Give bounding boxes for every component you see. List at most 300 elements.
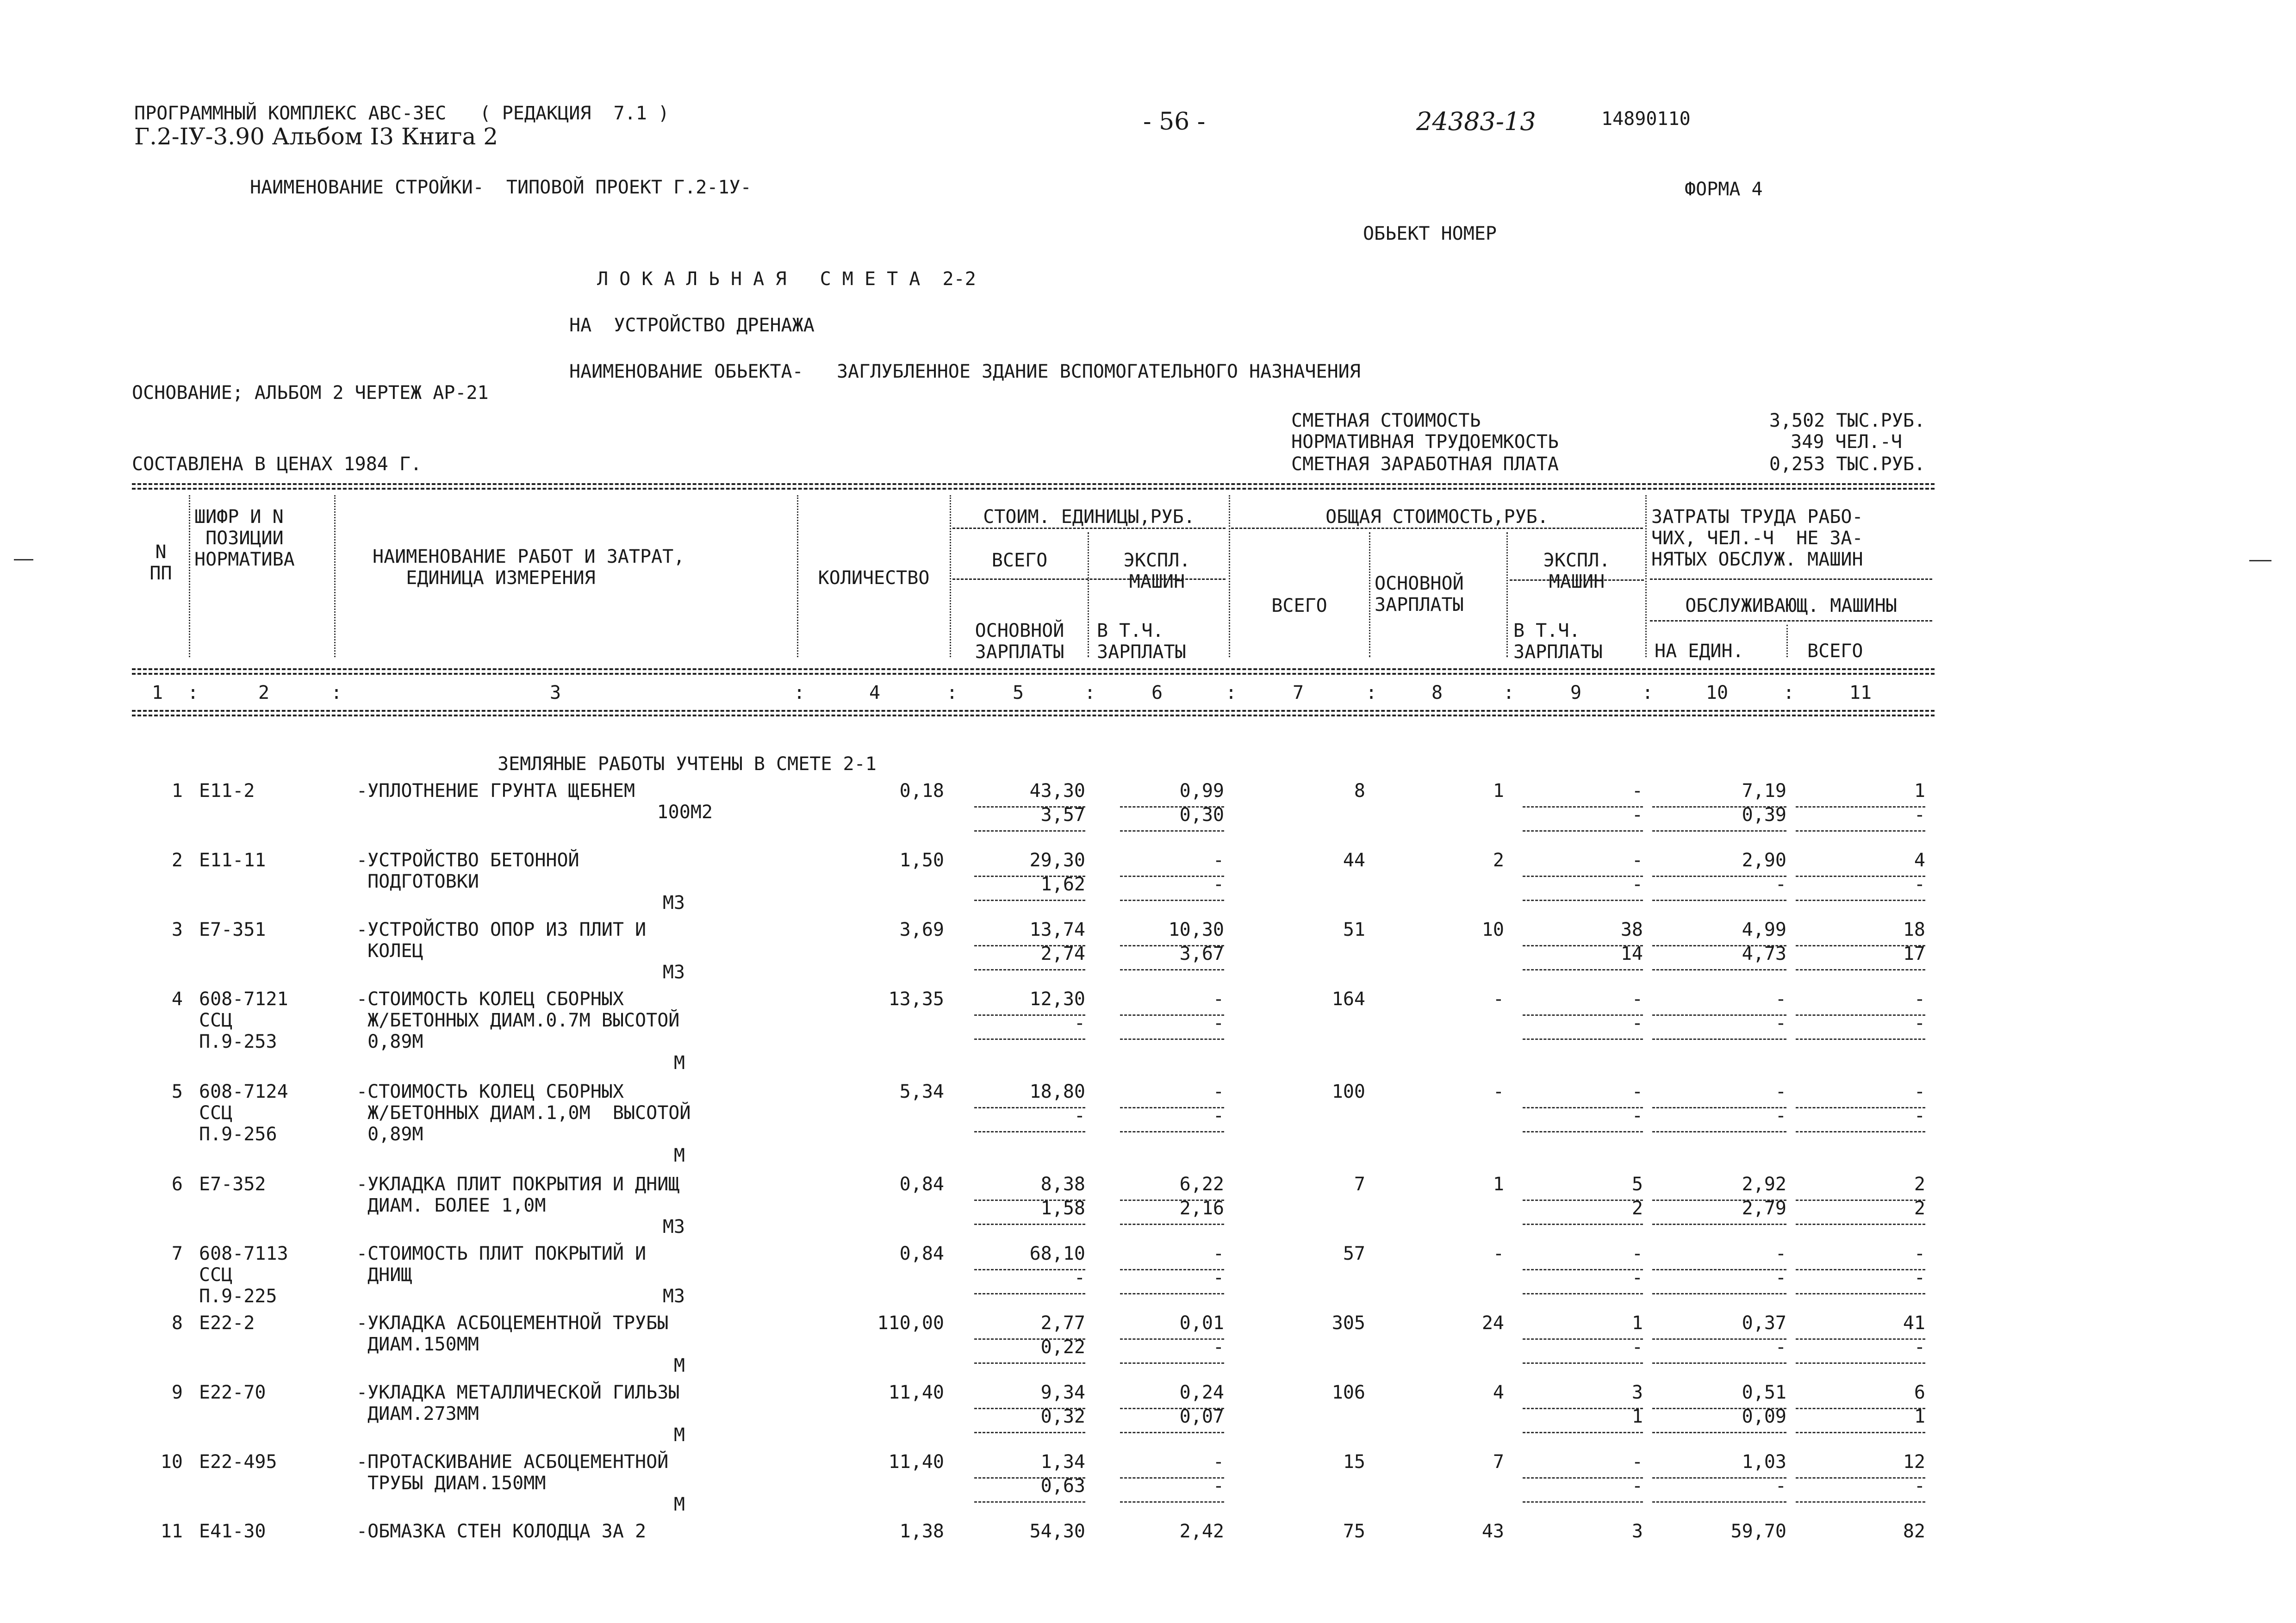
cell-underline (1652, 1501, 1786, 1503)
row-sub-c9: - (1631, 1475, 1643, 1497)
row-c7: 44 (1343, 850, 1365, 871)
row-c7: 305 (1332, 1312, 1365, 1334)
row-number: 10 (160, 1451, 183, 1473)
col-8-header: ОСНОВНОЙ ЗАРПЛАТЫ (1375, 573, 1464, 616)
cell-underline (1796, 830, 1925, 832)
row-name: -УКЛАДКА ПЛИТ ПОКРЫТИЯ И ДНИЩ ДИАМ. БОЛЕЕ 1,0М (356, 1174, 680, 1216)
table-top-rule-2 (132, 488, 1935, 490)
row-unit: М3 (662, 1216, 685, 1237)
row-c9: - (1631, 1451, 1643, 1473)
cell-underline (1796, 1432, 1925, 1433)
col-unit-cost-header: СТОИМ. ЕДИНИЦЫ,РУБ. (983, 506, 1195, 528)
row-unit: М3 (662, 1286, 685, 1307)
row-c5: 1,34 (1040, 1451, 1085, 1473)
album-reference: Г.2-IУ-3.90 Альбом I3 Книга 2 (134, 123, 498, 150)
row-c7: 7 (1354, 1174, 1365, 1195)
row-sub-c6: - (1213, 1475, 1224, 1497)
row-c9: - (1631, 780, 1643, 802)
row-c7: 164 (1332, 989, 1365, 1010)
row-name: -УСТРОЙСТВО ОПОР ИЗ ПЛИТ И КОЛЕЦ (356, 919, 647, 962)
cell-underline (1652, 969, 1786, 970)
numbers-bottom-rule-2 (132, 715, 1935, 716)
col-sep (1229, 495, 1230, 657)
cell-underline (1523, 1501, 1643, 1503)
row-c10: 0,37 (1742, 1312, 1786, 1334)
cell-underline (974, 1501, 1085, 1503)
summary-label-wage: СМЕТНАЯ ЗАРАБОТНАЯ ПЛАТА (1291, 454, 1559, 475)
cell-underline (1652, 900, 1786, 901)
row-c9: 3 (1631, 1382, 1643, 1403)
cell-underline (1523, 1362, 1643, 1364)
row-code: Е11-11 (199, 850, 266, 871)
cell-underline (1523, 1224, 1643, 1225)
price-basis: СОСТАВЛЕНА В ЦЕНАХ 1984 Г. (132, 454, 422, 475)
cell-underline (974, 1224, 1085, 1225)
margin-mark (14, 559, 33, 560)
col-number-1: 1 (151, 682, 163, 703)
col-sep (334, 495, 336, 657)
row-quantity: 0,18 (899, 780, 944, 802)
cell-underline (1652, 830, 1786, 832)
row-c6: - (1213, 989, 1224, 1010)
object-number: ОБЬЕКТ НОМЕР (1363, 223, 1497, 244)
cell-underline (1120, 1038, 1224, 1040)
col-number-4: 4 (869, 682, 881, 703)
row-c11: 4 (1914, 850, 1925, 871)
col-sep (1369, 532, 1370, 657)
row-sub-c6: - (1213, 1267, 1224, 1288)
cell-underline (1120, 1293, 1224, 1294)
row-name: -ОБМАЗКА СТЕН КОЛОДЦА ЗА 2 (356, 1521, 647, 1542)
row-sub-c6: 3,67 (1179, 943, 1224, 964)
row-name: -СТОИМОСТЬ ПЛИТ ПОКРЫТИЙ И ДНИЩ (356, 1243, 647, 1286)
row-c10: 59,70 (1730, 1521, 1786, 1542)
row-number: 6 (171, 1174, 183, 1195)
row-c10: - (1775, 1243, 1786, 1264)
row-sub-c5: 0,32 (1040, 1406, 1085, 1427)
cell-underline (1120, 1362, 1224, 1364)
row-c10: 7,19 (1742, 780, 1786, 802)
row-code: Е22-2 (199, 1312, 255, 1334)
row-sub-c6: 0,07 (1179, 1406, 1224, 1427)
row-sub-c5: - (1074, 1105, 1085, 1126)
row-quantity: 3,69 (899, 919, 944, 940)
row-sub-c10: 0,09 (1742, 1406, 1786, 1427)
col-3-header: НАИМЕНОВАНИЕ РАБОТ И ЗАТРАТ, ЕДИНИЦА ИЗМЕРЕНИЯ (373, 546, 685, 589)
row-unit: 100М2 (657, 802, 713, 823)
row-sub-c9: - (1631, 804, 1643, 826)
row-c9: - (1631, 1081, 1643, 1102)
row-sub-c9: - (1631, 1337, 1643, 1358)
row-c5: 12,30 (1029, 989, 1085, 1010)
row-c6: - (1213, 1451, 1224, 1473)
col-sep (189, 495, 190, 657)
row-c11: 2 (1914, 1174, 1925, 1195)
row-c5: 68,10 (1029, 1243, 1085, 1264)
cell-underline (974, 900, 1085, 901)
cell-underline (1652, 1224, 1786, 1225)
cell-underline (974, 1293, 1085, 1294)
row-unit: М (673, 1424, 685, 1446)
row-sub-c10: 2,79 (1742, 1198, 1786, 1219)
row-c9: - (1631, 850, 1643, 871)
col-9-sub-header: В Т.Ч. ЗАРПЛАТЫ (1513, 620, 1603, 663)
row-c5: 2,77 (1040, 1312, 1085, 1334)
row-code: Е22-70 (199, 1382, 266, 1403)
row-c7: 57 (1343, 1243, 1365, 1264)
row-sub-c11: - (1914, 1475, 1925, 1497)
cell-underline (1523, 1432, 1643, 1433)
row-sub-c6: 0,30 (1179, 804, 1224, 826)
cell-underline (974, 1038, 1085, 1040)
row-sub-c11: - (1914, 1105, 1925, 1126)
col-7-header: ВСЕГО (1271, 595, 1327, 616)
basis: ОСНОВАНИЕ; АЛЬБОМ 2 ЧЕРТЕЖ АР-21 (132, 382, 489, 404)
margin-mark (2249, 560, 2271, 561)
col-number-sep: : (1226, 682, 1237, 703)
document-number: 24383-13 (1416, 107, 1536, 136)
header-divider (1650, 578, 1932, 580)
row-c8: 2 (1493, 850, 1504, 871)
row-c6: - (1213, 850, 1224, 871)
row-sub-c9: - (1631, 1267, 1643, 1288)
cell-underline (1652, 1362, 1786, 1364)
row-sub-c9: 2 (1631, 1198, 1643, 1219)
row-c8: 10 (1481, 919, 1504, 940)
col-number-sep: : (1783, 682, 1795, 703)
col-sep (1645, 495, 1647, 657)
cell-underline (1120, 969, 1224, 970)
row-name: -УПЛОТНЕНИЕ ГРУНТА ЩЕБНЕМ (356, 780, 635, 802)
row-sub-c6: - (1213, 1337, 1224, 1358)
row-c8: 24 (1481, 1312, 1504, 1334)
row-c5: 9,34 (1040, 1382, 1085, 1403)
row-c5: 8,38 (1040, 1174, 1085, 1195)
cell-underline (1120, 1224, 1224, 1225)
cell-underline (1120, 900, 1224, 901)
header-bottom-rule-2 (132, 673, 1935, 675)
header-divider (1650, 620, 1932, 622)
col-number-7: 7 (1292, 682, 1304, 703)
row-code: 608-7121 ССЦ П.9-253 (199, 989, 288, 1052)
table-top-rule (132, 483, 1935, 485)
row-number: 3 (171, 919, 183, 940)
document-code: 14890110 (1601, 108, 1691, 130)
row-sub-c10: - (1775, 1013, 1786, 1034)
row-unit: М3 (662, 962, 685, 983)
row-sub-c5: - (1074, 1267, 1085, 1288)
col-number-sep: : (1503, 682, 1515, 703)
header-divider (1231, 528, 1643, 529)
row-c11: 18 (1903, 919, 1925, 940)
row-code: Е7-351 (199, 919, 266, 940)
row-sub-c6: - (1213, 1013, 1224, 1034)
col-number-sep: : (1642, 682, 1654, 703)
col-11-header: ВСЕГО (1807, 640, 1863, 662)
row-c6: 0,01 (1179, 1312, 1224, 1334)
header-bottom-rule (132, 668, 1935, 670)
col-number-11: 11 (1849, 682, 1872, 703)
col-9-header: ЭКСПЛ. МАШИН (1543, 550, 1611, 592)
row-c6: 6,22 (1179, 1174, 1224, 1195)
row-code: Е7-352 (199, 1174, 266, 1195)
row-c11: 6 (1914, 1382, 1925, 1403)
col-4-header: КОЛИЧЕСТВО (818, 567, 930, 589)
cell-underline (1652, 1293, 1786, 1294)
row-code: Е22-495 (199, 1451, 277, 1473)
col-sep (1786, 625, 1788, 657)
cell-underline (974, 1362, 1085, 1364)
row-sub-c11: 17 (1903, 943, 1925, 964)
row-c8: 1 (1493, 1174, 1504, 1195)
row-number: 1 (171, 780, 183, 802)
col-number-9: 9 (1570, 682, 1582, 703)
row-sub-c9: - (1631, 874, 1643, 895)
cell-underline (1796, 1224, 1925, 1225)
col-labor-service-header: ОБСЛУЖИВАЮЩ. МАШИНЫ (1685, 595, 1897, 616)
row-sub-c9: 1 (1631, 1406, 1643, 1427)
row-sub-c5: 1,58 (1040, 1198, 1085, 1219)
row-c6: 0,24 (1179, 1382, 1224, 1403)
row-c7: 15 (1343, 1451, 1365, 1473)
cell-underline (1796, 969, 1925, 970)
col-number-sep: : (1366, 682, 1377, 703)
row-c9: 38 (1620, 919, 1643, 940)
row-c5: 54,30 (1029, 1521, 1085, 1542)
row-sub-c9: - (1631, 1013, 1643, 1034)
col-number-sep: : (331, 682, 342, 703)
row-c7: 51 (1343, 919, 1365, 940)
row-sub-c5: 0,22 (1040, 1337, 1085, 1358)
row-c7: 106 (1332, 1382, 1365, 1403)
construction-name: НАИМЕНОВАНИЕ СТРОЙКИ- ТИПОВОЙ ПРОЕКТ Г.2-1У- (250, 177, 752, 198)
row-sub-c11: - (1914, 804, 1925, 826)
row-sub-c11: - (1914, 874, 1925, 895)
cell-underline (974, 1432, 1085, 1433)
numbers-bottom-rule (132, 710, 1935, 712)
header-divider (952, 528, 1226, 529)
row-sub-c10: - (1775, 1337, 1786, 1358)
col-5-header: ВСЕГО (991, 550, 1048, 571)
row-c7: 100 (1332, 1081, 1365, 1102)
summary-value-wage: 0,253 ТЫС.РУБ. (1769, 454, 1925, 475)
page-number: - 56 - (1143, 108, 1206, 136)
row-name: -СТОИМОСТЬ КОЛЕЦ СБОРНЫХ Ж/БЕТОННЫХ ДИАМ.1,0М ВЫСОТОЙ 0,89М (356, 1081, 691, 1145)
cell-underline (1523, 830, 1643, 832)
row-c6: - (1213, 1081, 1224, 1102)
col-labor-header: ЗАТРАТЫ ТРУДА РАБО- ЧИХ, ЧЕЛ.-Ч НЕ ЗА- НЯТЫХ ОБСЛУЖ. МАШИН (1651, 506, 1863, 570)
row-c8: - (1493, 989, 1504, 1010)
col-number-2: 2 (258, 682, 270, 703)
row-code: Е11-2 (199, 780, 255, 802)
row-sub-c10: - (1775, 874, 1786, 895)
row-c10: - (1775, 1081, 1786, 1102)
document-subtitle: НА УСТРОЙСТВО ДРЕНАЖА (569, 315, 815, 336)
row-sub-c10: 4,73 (1742, 943, 1786, 964)
row-c10: 2,90 (1742, 850, 1786, 871)
row-sub-c9: 14 (1620, 943, 1643, 964)
cell-underline (1120, 1501, 1224, 1503)
row-quantity: 110,00 (877, 1312, 944, 1334)
row-c10: 0,51 (1742, 1382, 1786, 1403)
cell-underline (974, 1131, 1085, 1132)
col-sep (1506, 532, 1508, 657)
col-number-6: 6 (1151, 682, 1163, 703)
col-number-5: 5 (1012, 682, 1024, 703)
row-quantity: 11,40 (888, 1451, 944, 1473)
document-title: Л О К А Л Ь Н А Я С М Е Т А 2-2 (597, 268, 976, 290)
row-quantity: 5,34 (899, 1081, 944, 1102)
row-c5: 13,74 (1029, 919, 1085, 940)
col-number-3: 3 (549, 682, 561, 703)
section-title: ЗЕМЛЯНЫЕ РАБОТЫ УЧТЕНЫ В СМЕТЕ 2-1 (498, 753, 877, 775)
col-10-header: НА ЕДИН. (1655, 640, 1744, 662)
row-number: 11 (160, 1521, 183, 1542)
col-number-sep: : (1084, 682, 1096, 703)
row-sub-c11: - (1914, 1337, 1925, 1358)
row-quantity: 0,84 (899, 1174, 944, 1195)
row-c9: - (1631, 989, 1643, 1010)
col-5-sub-header: ОСНОВНОЙ ЗАРПЛАТЫ (975, 620, 1064, 663)
cell-underline (1652, 1038, 1786, 1040)
cell-underline (1523, 900, 1643, 901)
row-name: -УКЛАДКА АСБОЦЕМЕНТНОЙ ТРУБЫ ДИАМ.150ММ (356, 1312, 669, 1355)
cell-underline (1523, 1293, 1643, 1294)
row-c9: 5 (1631, 1174, 1643, 1195)
row-unit: М (673, 1052, 685, 1074)
summary-value-cost: 3,502 ТЫС.РУБ. (1769, 410, 1925, 431)
col-number-10: 10 (1705, 682, 1729, 703)
row-c10: 4,99 (1742, 919, 1786, 940)
col-number-8: 8 (1431, 682, 1443, 703)
row-sub-c6: 2,16 (1179, 1198, 1224, 1219)
cell-underline (1796, 1362, 1925, 1364)
row-c8: 43 (1481, 1521, 1504, 1542)
row-c8: 7 (1493, 1451, 1504, 1473)
row-c10: - (1775, 989, 1786, 1010)
row-sub-c6: - (1213, 874, 1224, 895)
col-number-sep: : (187, 682, 199, 703)
cell-underline (1652, 1131, 1786, 1132)
cell-underline (1523, 1131, 1643, 1132)
row-c8: - (1493, 1243, 1504, 1264)
row-c11: - (1914, 989, 1925, 1010)
cell-underline (1120, 1432, 1224, 1433)
row-number: 2 (171, 850, 183, 871)
row-c10: 2,92 (1742, 1174, 1786, 1195)
row-name: -СТОИМОСТЬ КОЛЕЦ СБОРНЫХ Ж/БЕТОННЫХ ДИАМ.0.7М ВЫСОТОЙ 0,89М (356, 989, 680, 1052)
cell-underline (974, 969, 1085, 970)
row-sub-c9: - (1631, 1105, 1643, 1126)
row-name: -УКЛАДКА МЕТАЛЛИЧЕСКОЙ ГИЛЬЗЫ ДИАМ.273ММ (356, 1382, 680, 1424)
col-total-cost-header: ОБЩАЯ СТОИМОСТЬ,РУБ. (1325, 506, 1549, 528)
row-c8: - (1493, 1081, 1504, 1102)
row-sub-c5: 1,62 (1040, 874, 1085, 895)
program-name: ПРОГРАММНЫЙ КОМПЛЕКС АВС-3ЕС ( РЕДАКЦИЯ 7.1 ) (134, 103, 669, 124)
row-c5: 18,80 (1029, 1081, 1085, 1102)
col-sep (1088, 532, 1089, 657)
row-quantity: 1,50 (899, 850, 944, 871)
row-code: 608-7124 ССЦ П.9-256 (199, 1081, 288, 1145)
row-name: -ПРОТАСКИВАНИЕ АСБОЦЕМЕНТНОЙ ТРУБЫ ДИАМ.150ММ (356, 1451, 669, 1494)
row-c7: 75 (1343, 1521, 1365, 1542)
row-c11: - (1914, 1081, 1925, 1102)
row-c11: 12 (1903, 1451, 1925, 1473)
object-name: НАИМЕНОВАНИЕ ОБЬЕКТА- ЗАГЛУБЛЕННОЕ ЗДАНИЕ ВСПОМОГАТЕЛЬНОГО НАЗНАЧЕНИЯ (569, 361, 1361, 382)
row-c9: - (1631, 1243, 1643, 1264)
row-sub-c10: - (1775, 1267, 1786, 1288)
cell-underline (1523, 969, 1643, 970)
row-number: 7 (171, 1243, 183, 1264)
cell-underline (1796, 1501, 1925, 1503)
cell-underline (1796, 1038, 1925, 1040)
row-quantity: 1,38 (899, 1521, 944, 1542)
row-sub-c11: 1 (1914, 1406, 1925, 1427)
cell-underline (1120, 830, 1224, 832)
row-number: 4 (171, 989, 183, 1010)
row-c6: 0,99 (1179, 780, 1224, 802)
row-c11: 1 (1914, 780, 1925, 802)
summary-value-labor: 349 ЧЕЛ.-Ч (1791, 431, 1902, 453)
col-number-sep: : (946, 682, 958, 703)
row-c9: 1 (1631, 1312, 1643, 1334)
row-number: 5 (171, 1081, 183, 1102)
cell-underline (974, 830, 1085, 832)
row-c6: 10,30 (1168, 919, 1224, 940)
row-c6: 2,42 (1179, 1521, 1224, 1542)
row-number: 9 (171, 1382, 183, 1403)
summary-label-cost: СМЕТНАЯ СТОИМОСТЬ (1291, 410, 1481, 431)
row-sub-c10: 0,39 (1742, 804, 1786, 826)
col-6-header: ЭКСПЛ. МАШИН (1123, 550, 1191, 592)
col-2-header: ШИФР И N ПОЗИЦИИ НОРМАТИВА (194, 506, 295, 570)
row-unit: М (673, 1355, 685, 1376)
row-c8: 1 (1493, 780, 1504, 802)
cell-underline (1523, 1038, 1643, 1040)
row-c10: 1,03 (1742, 1451, 1786, 1473)
col-number-sep: : (794, 682, 805, 703)
row-code: 608-7113 ССЦ П.9-225 (199, 1243, 288, 1307)
cell-underline (1120, 1131, 1224, 1132)
row-c5: 43,30 (1029, 780, 1085, 802)
form-number: ФОРМА 4 (1685, 179, 1763, 200)
col-6-sub-header: В Т.Ч. ЗАРПЛАТЫ (1097, 620, 1186, 663)
row-sub-c5: 3,57 (1040, 804, 1085, 826)
row-sub-c10: - (1775, 1475, 1786, 1497)
row-sub-c11: 2 (1914, 1198, 1925, 1219)
row-quantity: 0,84 (899, 1243, 944, 1264)
row-sub-c10: - (1775, 1105, 1786, 1126)
col-sep (950, 495, 951, 657)
row-c7: 8 (1354, 780, 1365, 802)
row-code: Е41-30 (199, 1521, 266, 1542)
row-c5: 29,30 (1029, 850, 1085, 871)
cell-underline (1652, 1432, 1786, 1433)
row-unit: М (673, 1494, 685, 1515)
row-c11: 82 (1903, 1521, 1925, 1542)
row-sub-c11: - (1914, 1267, 1925, 1288)
row-c6: - (1213, 1243, 1224, 1264)
cell-underline (1796, 1293, 1925, 1294)
row-unit: М (673, 1145, 685, 1166)
row-c11: - (1914, 1243, 1925, 1264)
row-number: 8 (171, 1312, 183, 1334)
row-quantity: 13,35 (888, 989, 944, 1010)
row-unit: М3 (662, 892, 685, 914)
row-sub-c6: - (1213, 1105, 1224, 1126)
cell-underline (1796, 900, 1925, 901)
row-sub-c5: 2,74 (1040, 943, 1085, 964)
